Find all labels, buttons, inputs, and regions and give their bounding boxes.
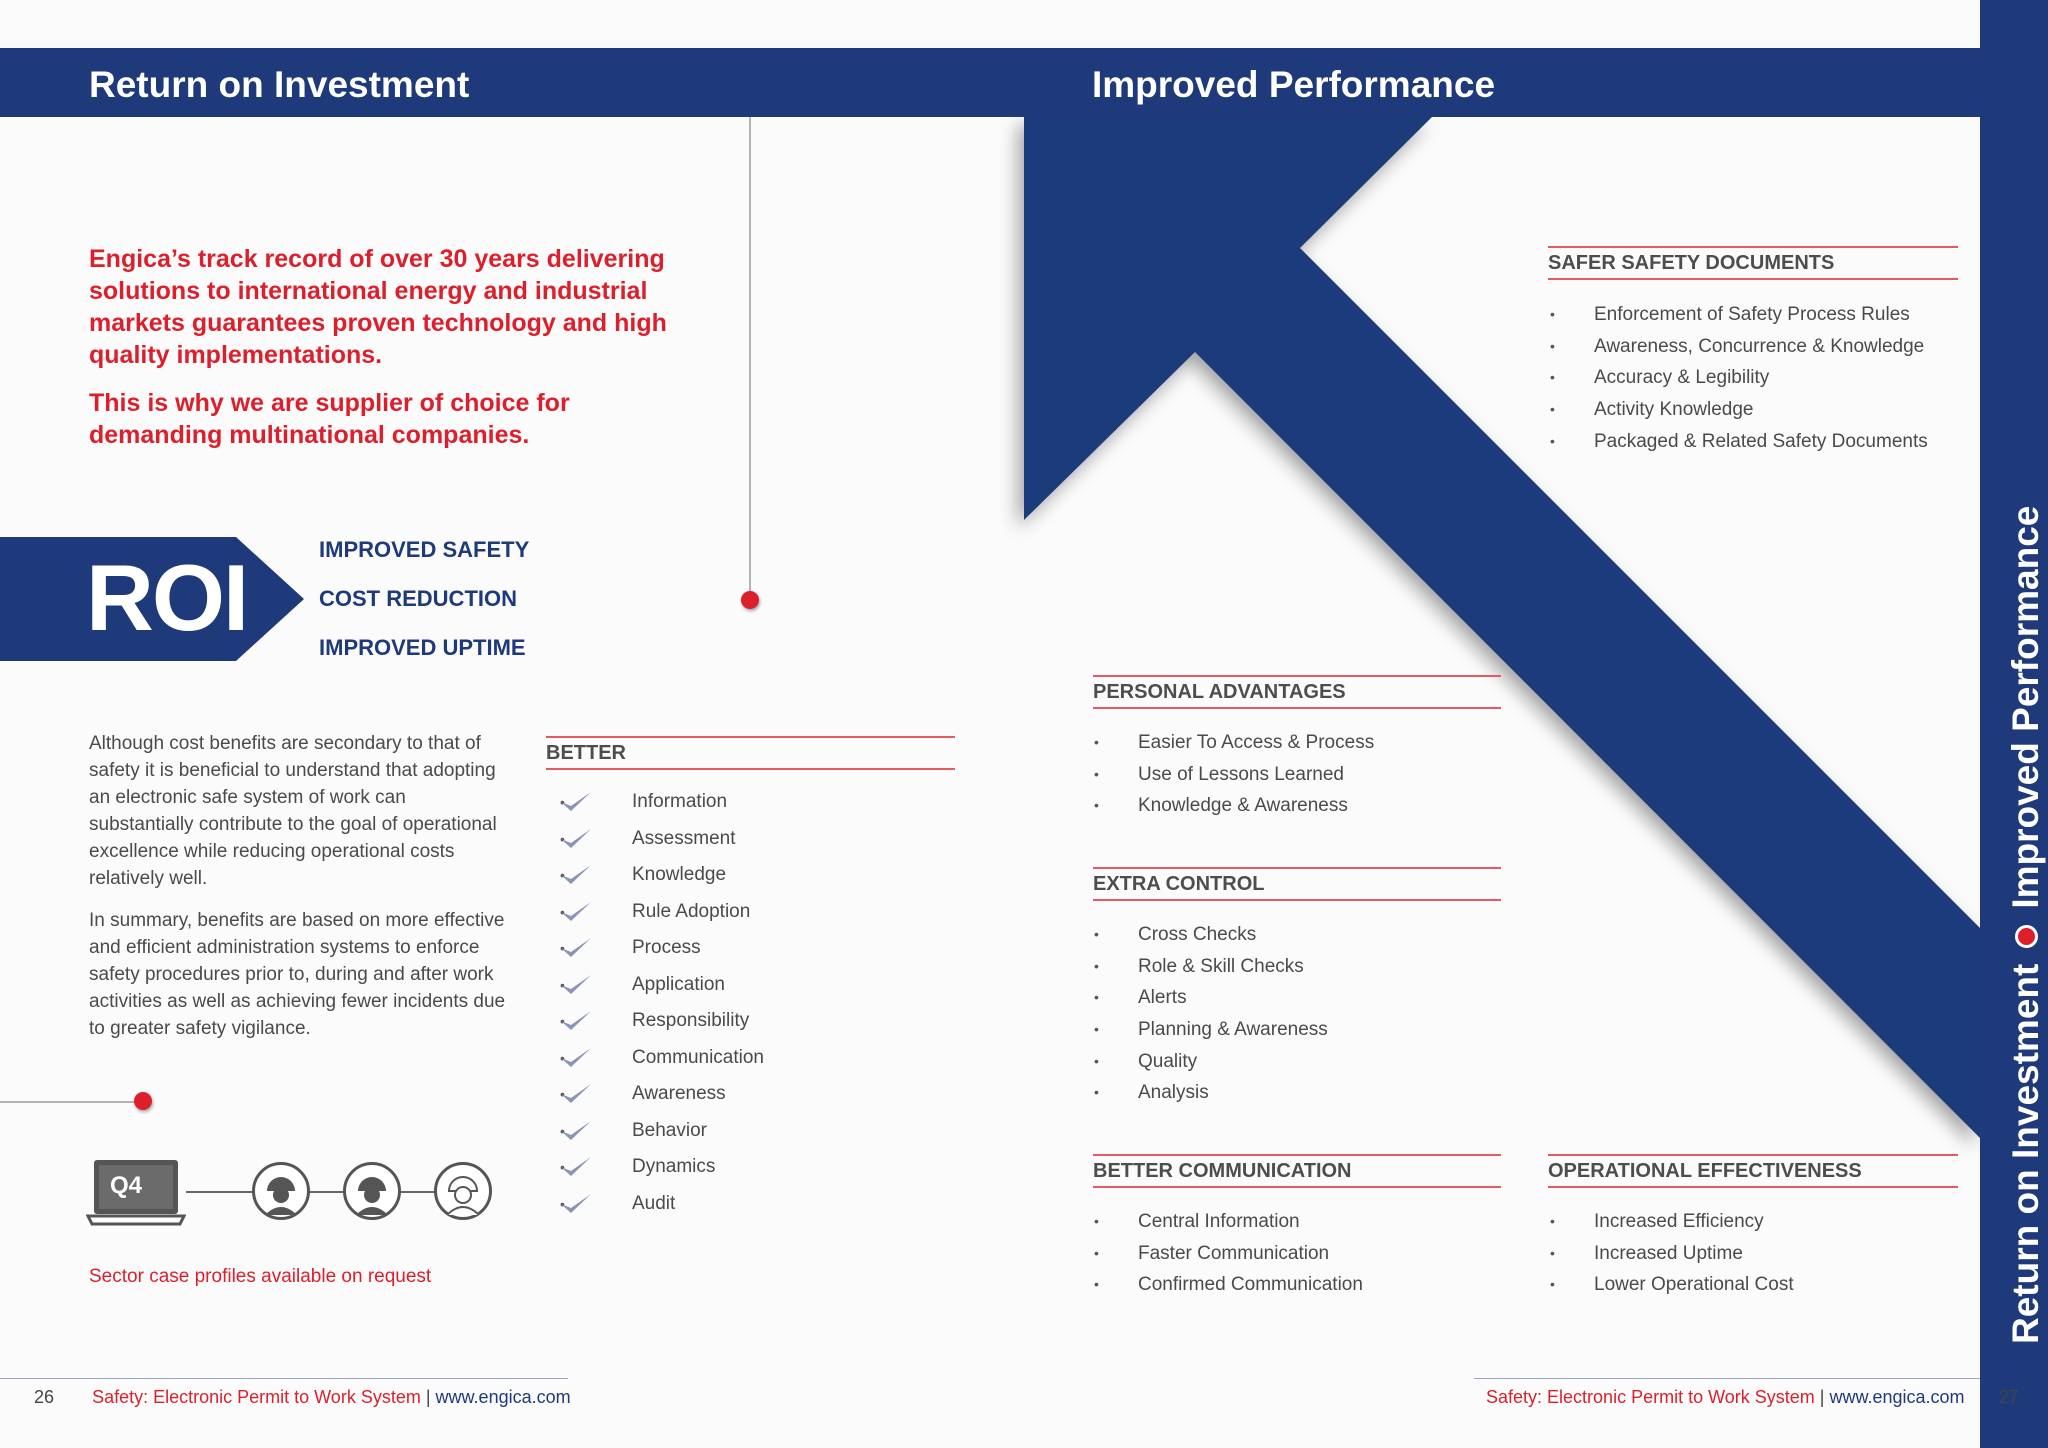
safer-safety-documents-heading: SAFER SAFETY DOCUMENTS bbox=[1548, 246, 1958, 280]
side-tab-text bbox=[2006, 444, 2046, 1344]
case-profiles-note: Sector case profiles available on request bbox=[89, 1266, 432, 1287]
footer-rule-left bbox=[0, 1378, 568, 1379]
operational-effectiveness-heading: OPERATIONAL EFFECTIVENESS bbox=[1548, 1154, 1958, 1188]
better-list-item bbox=[560, 967, 764, 1004]
list-item bbox=[1094, 1014, 1328, 1046]
list-item-label: Knowledge bbox=[632, 864, 727, 885]
list-item-label: Role & Skill Checks bbox=[1138, 955, 1304, 977]
better-list bbox=[560, 784, 764, 1222]
list-item-label: Increased Efficiency bbox=[1594, 1211, 1764, 1232]
better-list-item bbox=[560, 1003, 764, 1040]
checkmark-icon bbox=[560, 1192, 592, 1216]
better-list-item bbox=[560, 1040, 764, 1077]
list-item bbox=[1094, 1238, 1363, 1270]
list-item-label: Information bbox=[632, 791, 728, 812]
checkmark-icon bbox=[560, 936, 592, 960]
list-item bbox=[1094, 727, 1374, 759]
list-item-label: Awareness, Concurrence & Knowledge bbox=[1594, 335, 1925, 357]
list-item-label: Application bbox=[632, 973, 725, 995]
better-list-item bbox=[560, 894, 764, 931]
roi-item-cost: COST REDUCTION bbox=[319, 586, 517, 611]
side-tab-performance-label: Improved Performance bbox=[2005, 505, 2046, 909]
team-connector bbox=[186, 1191, 466, 1193]
better-list-item bbox=[560, 1076, 764, 1113]
list-item-label: Packaged & Related Safety Documents bbox=[1594, 430, 1928, 452]
checkmark-icon bbox=[560, 973, 592, 997]
checkmark-icon bbox=[560, 863, 592, 887]
list-item bbox=[1550, 1206, 1794, 1238]
list-item bbox=[1094, 790, 1374, 822]
list-item bbox=[1550, 299, 1928, 331]
side-tab-return-label: Return on Investment bbox=[2005, 963, 2046, 1344]
list-item bbox=[1550, 362, 1928, 394]
body-paragraph-2: In summary, benefits are based on more effective and efficient administration systems to enforce safety procedures prior to, during and after work activities as well as achieving fewer incidents due to greater safety vigilance. bbox=[89, 910, 506, 1039]
worker-helmet-icon bbox=[434, 1162, 492, 1220]
page-number-right: 27 bbox=[1998, 1387, 2019, 1407]
list-item-label: Assessment bbox=[632, 827, 736, 849]
list-item bbox=[1550, 1269, 1794, 1301]
operational-effectiveness-list bbox=[1550, 1206, 1794, 1301]
better-list-item bbox=[560, 1149, 764, 1186]
vertical-connector bbox=[749, 117, 751, 595]
safer-safety-documents-list bbox=[1550, 299, 1928, 457]
list-item-label: Dynamics bbox=[632, 1156, 716, 1177]
list-item-label: Behavior bbox=[632, 1119, 707, 1141]
footer-title-right: Safety: Electronic Permit to Work System bbox=[1486, 1387, 1815, 1407]
page-title-right: Improved Performance bbox=[1092, 64, 1496, 105]
list-item-label: Planning & Awareness bbox=[1138, 1019, 1328, 1041]
list-item bbox=[1550, 331, 1928, 363]
list-item-label: Awareness bbox=[632, 1083, 726, 1104]
checkmark-icon bbox=[560, 790, 592, 814]
footer-left bbox=[34, 1386, 571, 1408]
list-item-label: Faster Communication bbox=[1138, 1242, 1330, 1264]
list-item-label: Activity Knowledge bbox=[1594, 399, 1754, 421]
better-list-item bbox=[560, 930, 764, 967]
checkmark-icon bbox=[560, 1046, 592, 1070]
footer-separator-right: | bbox=[1819, 1387, 1825, 1407]
checkmark-icon bbox=[560, 900, 592, 924]
list-item-label: Confirmed Communication bbox=[1138, 1274, 1363, 1296]
list-item-label: Communication bbox=[632, 1046, 764, 1068]
checkmark-icon bbox=[560, 1155, 592, 1179]
better-communication-list bbox=[1094, 1206, 1363, 1301]
list-item bbox=[1550, 394, 1928, 426]
laptop-badge: Q4 bbox=[110, 1172, 143, 1199]
list-item-label: Audit bbox=[632, 1192, 676, 1214]
list-item-label: Lower Operational Cost bbox=[1594, 1274, 1794, 1296]
better-heading: BETTER bbox=[546, 736, 955, 770]
connector-pin-bottom bbox=[134, 1092, 152, 1110]
better-communication-heading: BETTER COMMUNICATION bbox=[1093, 1154, 1501, 1188]
list-item-label: Rule Adoption bbox=[632, 900, 751, 922]
list-item bbox=[1094, 1077, 1328, 1109]
list-item-label: Cross Checks bbox=[1138, 924, 1257, 945]
footer-url-right[interactable]: www.engica.com bbox=[1829, 1387, 1965, 1407]
extra-control-heading: EXTRA CONTROL bbox=[1093, 867, 1501, 901]
better-list-item bbox=[560, 1113, 764, 1150]
checkmark-icon bbox=[560, 1009, 592, 1033]
list-item-label: Alerts bbox=[1138, 987, 1187, 1009]
list-item-label: Quality bbox=[1138, 1050, 1198, 1072]
list-item bbox=[1550, 1238, 1794, 1270]
side-tab-dot bbox=[2015, 925, 2038, 948]
personal-advantages-list bbox=[1094, 727, 1374, 822]
list-item-label: Central Information bbox=[1138, 1211, 1300, 1232]
roi-item-safety: IMPROVED SAFETY bbox=[319, 537, 530, 562]
better-list-item bbox=[560, 857, 764, 894]
list-item-label: Easier To Access & Process bbox=[1138, 732, 1375, 753]
list-item-label: Use of Lessons Learned bbox=[1138, 763, 1344, 785]
list-item-label: Knowledge & Awareness bbox=[1138, 795, 1348, 817]
list-item-label: Accuracy & Legibility bbox=[1594, 367, 1770, 389]
checkmark-icon bbox=[560, 827, 592, 851]
worker-helmet-icon bbox=[343, 1162, 401, 1220]
footer-rule-right bbox=[1474, 1378, 1980, 1379]
list-item bbox=[1094, 1206, 1363, 1238]
worker-helmet-icon bbox=[252, 1162, 310, 1220]
connector-pin-top bbox=[741, 591, 759, 609]
intro-paragraph-2: This is why we are supplier of choice for demanding multinational companies. bbox=[89, 389, 570, 449]
list-item bbox=[1094, 982, 1328, 1014]
list-item bbox=[1094, 1269, 1363, 1301]
list-item bbox=[1094, 759, 1374, 791]
page-number-left: 26 bbox=[34, 1387, 55, 1407]
footer-separator-left: | bbox=[425, 1387, 431, 1407]
list-item bbox=[1094, 1046, 1328, 1078]
better-list-item bbox=[560, 821, 764, 858]
footer-right bbox=[1486, 1386, 2019, 1408]
footer-title-left: Safety: Electronic Permit to Work System bbox=[92, 1387, 421, 1407]
list-item bbox=[1550, 426, 1928, 458]
list-item-label: Increased Uptime bbox=[1594, 1242, 1743, 1264]
list-item-label: Responsibility bbox=[632, 1010, 750, 1031]
better-list-item bbox=[560, 784, 764, 821]
list-item-label: Analysis bbox=[1138, 1082, 1209, 1104]
checkmark-icon bbox=[560, 1082, 592, 1106]
list-item-label: Process bbox=[632, 937, 701, 958]
better-list-item bbox=[560, 1186, 764, 1223]
page-title-left: Return on Investment bbox=[89, 64, 470, 105]
list-item bbox=[1094, 919, 1328, 951]
roi-item-uptime: IMPROVED UPTIME bbox=[319, 635, 526, 660]
list-item bbox=[1094, 951, 1328, 983]
body-paragraph-1: Although cost benefits are secondary to that of safety it is beneficial to understand that adopting an electronic safe system of work can substantially contribute to the goal of operational excellence while reducing operational costs relatively well. bbox=[89, 733, 497, 889]
personal-advantages-heading: PERSONAL ADVANTAGES bbox=[1093, 675, 1501, 709]
extra-control-list bbox=[1094, 919, 1328, 1109]
horizontal-connector bbox=[0, 1101, 140, 1103]
list-item-label: Enforcement of Safety Process Rules bbox=[1594, 304, 1910, 325]
checkmark-icon bbox=[560, 1119, 592, 1143]
footer-url-left[interactable]: www.engica.com bbox=[435, 1387, 571, 1407]
intro-paragraph-1: Engica’s track record of over 30 years delivering solutions to international energy and industrial markets guarantees proven technology and high quality implementations. bbox=[89, 245, 667, 369]
roi-label: ROI bbox=[86, 545, 248, 650]
